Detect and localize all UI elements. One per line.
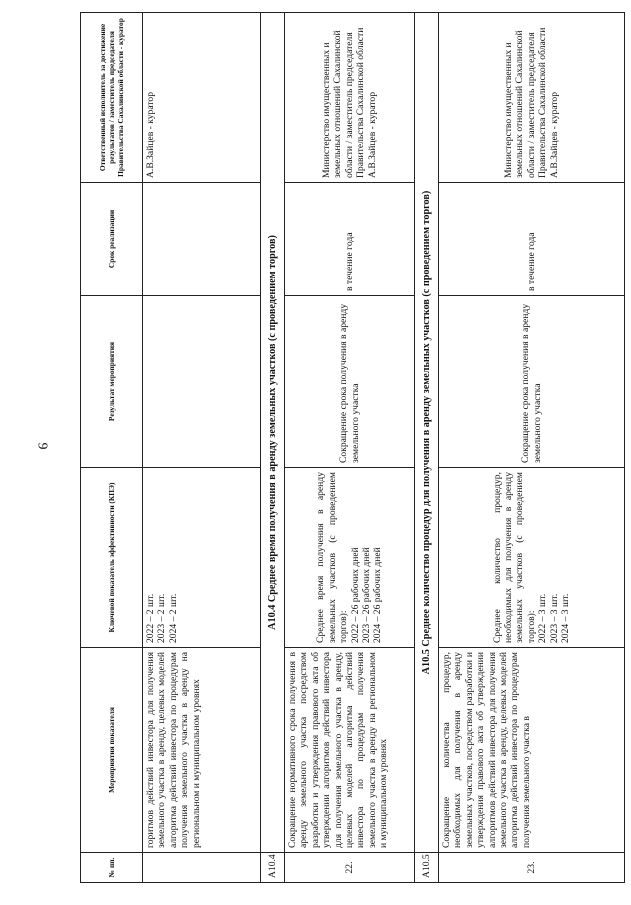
section-code: A10.5	[415, 853, 439, 883]
table-row-22	[285, 13, 415, 883]
kpi-year-value: 2022 – 26 рабочих дней	[349, 547, 361, 643]
measures-table	[80, 12, 625, 883]
row-kpi	[285, 468, 415, 648]
kpi-year-value: 2023 – 3 шт.	[548, 593, 560, 643]
table-row-23	[439, 13, 625, 883]
kpi-description: Среднее количество процедур, необходимых для получения в аренду земельных участков (с проведением торгов):	[491, 472, 537, 643]
kpi-year-value: 2024 – 26 рабочих дней	[372, 547, 384, 643]
row-responsible: Министерство имущественных и земельных отношений Сахалинской области / заместитель председателя Правительства Сахалинской области А.В.Зайцев - куратор	[285, 13, 415, 183]
kpi-description: Среднее время получения в аренду земельных участков (с проведением торгов):	[315, 472, 350, 643]
section-title: A10.5 Среднее количество процедур для получения в аренду земельных участков (с проведением торгов)	[415, 13, 439, 853]
row-measure: Сокращение количества процедур, необходимых для получения в аренду земельных участков, посредством разработки и утверждения правового акта об утверждении алгоритмов действий инвестора для получения земельного участка в аренду, целевых моделей алгоритма действий инвестора по процедурам получения земельного участка в	[439, 648, 625, 853]
cont-kpi	[143, 468, 261, 648]
row-term: в течение года	[285, 183, 415, 296]
table-header-row	[81, 13, 143, 883]
header-num: № пп.	[81, 853, 143, 883]
table-row-continued	[143, 13, 261, 883]
header-measure: Мероприятия показателя	[81, 648, 143, 853]
section-row-a104	[261, 13, 285, 883]
kpi-year-value: 2024 – 2 шт.	[167, 593, 179, 643]
cont-term	[143, 183, 261, 296]
row-result: Сокращение срока получения в аренду земельного участка	[439, 296, 625, 468]
section-code: A10.4	[261, 853, 285, 883]
row-number: 22.	[285, 853, 415, 883]
kpi-year-value: 2023 – 26 рабочих дней	[360, 547, 372, 643]
row-term: в течение года	[439, 183, 625, 296]
rotated-table-wrapper	[80, 13, 625, 883]
cont-measure: горитмов действий инвестора для получения земельного участка в аренду, целевых моделей алгоритма действий инвестора по процедурам получения земельного участка в аренду на региональном и муниципальном уровнях	[143, 648, 261, 853]
section-title: A10.4 Среднее время получения в аренду земельных участков (с проведением торгов)	[261, 13, 285, 853]
header-responsible: Ответственный исполнитель за достижение результатов / заместитель председателя Правительства Сахалинской области - куратор	[81, 13, 143, 183]
kpi-year-value: 2023 – 2 шт.	[156, 593, 168, 643]
header-result: Результат мероприятия	[81, 296, 143, 468]
page-number: 9	[34, 442, 50, 450]
header-term: Срок реализации	[81, 183, 143, 296]
header-kpi: Ключевой показатель эффективности (КПЭ)	[81, 468, 143, 648]
kpi-year-value: 2022 – 2 шт.	[145, 593, 156, 643]
cont-num	[143, 853, 261, 883]
row-result: Сокращение срока получения в аренду земельного участка	[285, 296, 415, 468]
kpi-year-value: 2022 – 3 шт.	[537, 593, 549, 643]
cont-responsible: А.В.Зайцев - куратор	[143, 13, 261, 183]
section-row-a105	[415, 13, 439, 883]
kpi-year-value: 2024 – 3 шт.	[560, 593, 572, 643]
row-number: 23.	[439, 853, 625, 883]
cont-result	[143, 296, 261, 468]
row-kpi	[439, 468, 625, 648]
row-responsible: Министерство имущественных и земельных отношений Сахалинской области / заместитель председателя Правительства Сахалинской области А.В.Зайцев - куратор	[439, 13, 625, 183]
row-measure: Сокращение нормативного срока получения в аренду земельного участка посредством разработки и утверждения правового акта об утверждении алгоритмов действий инвестора для получения земельного участка в аренду, целевых моделей алгоритма действий инвестора по процедурам получения земельного участка в аренду на региональном и муниципальном уровнях	[285, 648, 415, 853]
